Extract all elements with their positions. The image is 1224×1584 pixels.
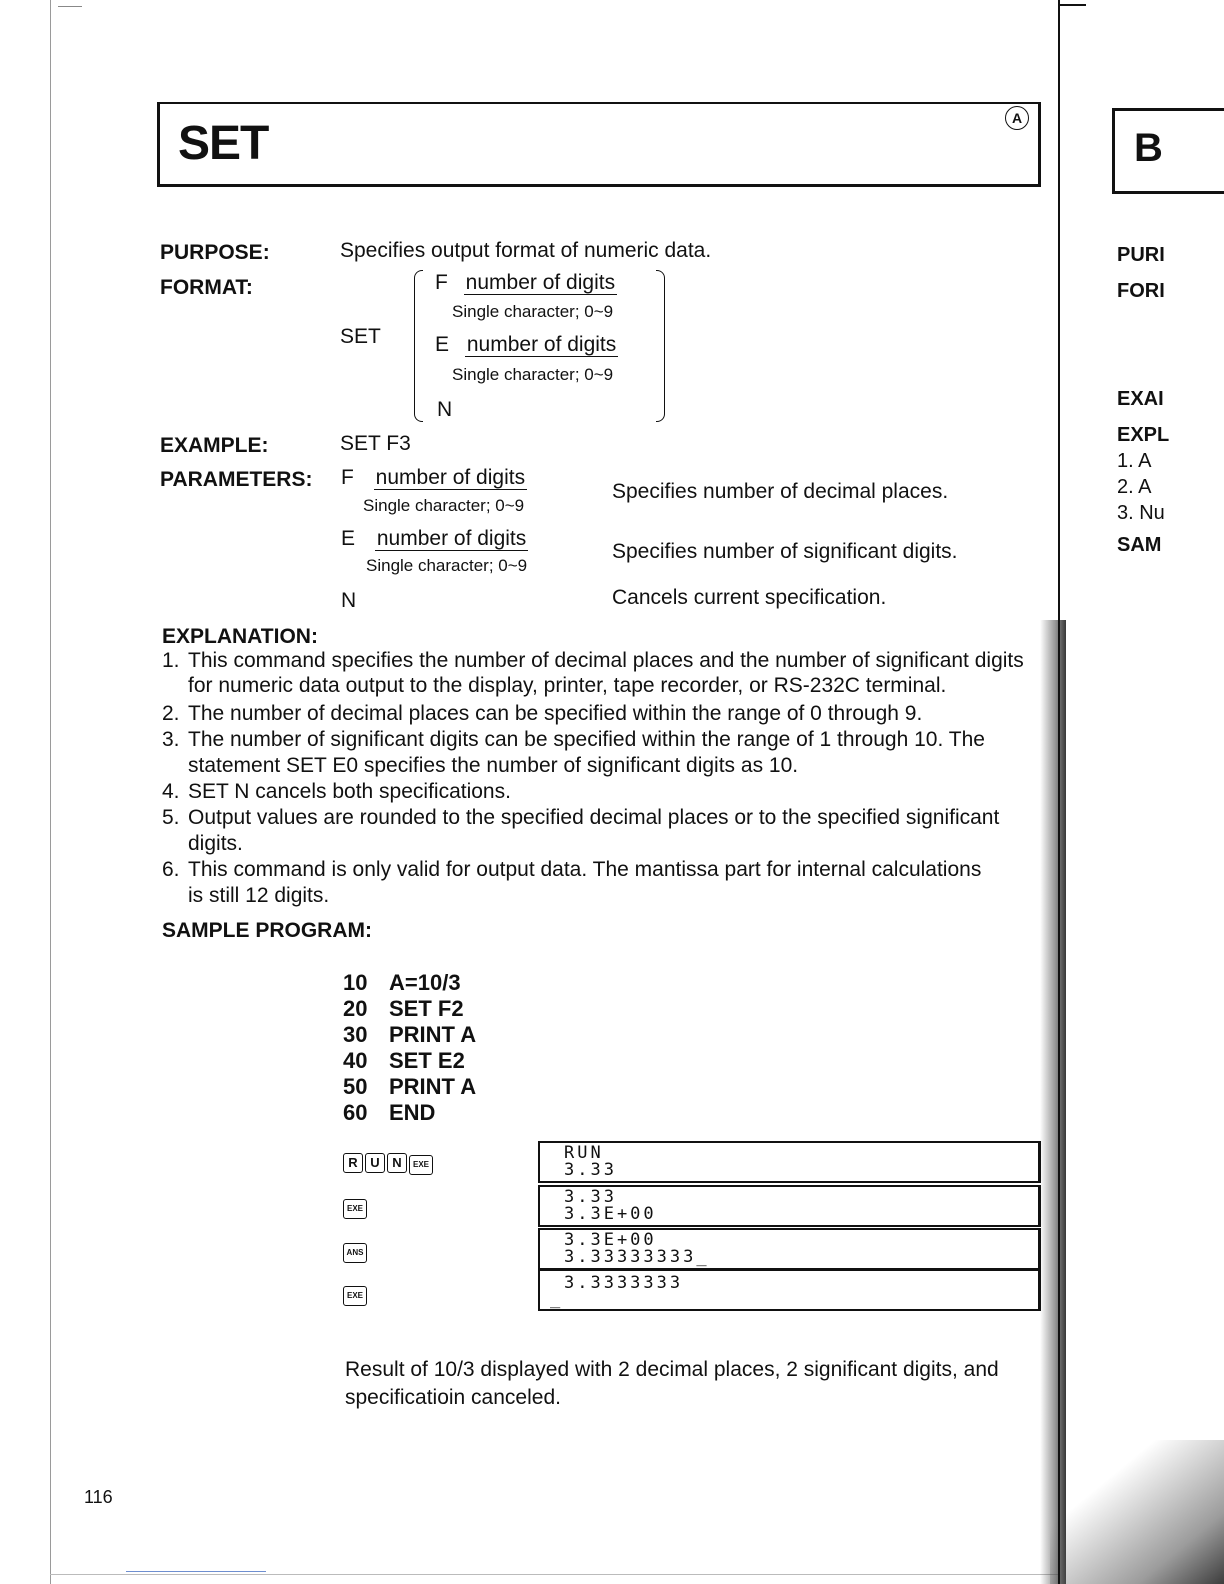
explanation-item-6-cont: is still 12 digits. (188, 884, 330, 907)
format-e-arg: number of digits (466, 333, 617, 356)
display-line-1: RUN (564, 1143, 604, 1163)
page-top-mark (58, 6, 82, 7)
explanation-item-5-cont: digits. (188, 832, 243, 855)
book-spine (1058, 0, 1060, 1584)
display-line-2: 3.33333333_ (564, 1247, 710, 1267)
explanation-item-text: This command is only valid for output data. The mantissa part for internal calculations (188, 858, 982, 881)
example-text: SET F3 (340, 432, 411, 455)
program-line-code: PRINT A (389, 1074, 477, 1099)
explanation-item-number: 1. (162, 649, 180, 672)
explanation-item-6 (162, 857, 1042, 883)
explanation-item-3-cont: statement SET E0 specifies the number of significant digits as 10. (188, 754, 799, 777)
display-line-1: 3.3333333 (564, 1273, 684, 1293)
format-e-option (435, 333, 618, 357)
page-left-edge (50, 0, 51, 1584)
right-page-title: B (1134, 126, 1163, 170)
calculator-display-2 (538, 1185, 1041, 1227)
display-line-2: 3.3E+00 (564, 1204, 657, 1224)
program-line-number: 20 (343, 996, 368, 1021)
display-line-1: 3.33 (564, 1187, 617, 1207)
param-n-desc: Cancels current specification. (612, 586, 887, 609)
display-line-2: 3.33 (564, 1160, 617, 1180)
format-brace-right (656, 270, 665, 422)
program-line-number: 30 (343, 1022, 368, 1047)
program-line (343, 1074, 476, 1100)
program-line-code: SET E2 (389, 1048, 465, 1073)
program-line-number: 10 (343, 970, 368, 995)
binding-shadow-bottom (1050, 1440, 1224, 1584)
format-brace-left (414, 270, 423, 422)
key-sequence-exe-1 (343, 1198, 369, 1219)
parameters-label: PARAMETERS: (160, 468, 313, 491)
explanation-item-2 (162, 701, 1042, 727)
explanation-item-text: This command specifies the number of decimal places and the number of significant digits (188, 649, 1024, 672)
key-r: R (343, 1153, 363, 1173)
program-line (343, 1022, 476, 1048)
key-u: U (365, 1153, 385, 1173)
book-spine-top (1058, 4, 1086, 6)
key-sequence-exe-2 (343, 1285, 369, 1306)
format-e-note: Single character; 0~9 (452, 365, 614, 384)
result-line-2: specificatioin canceled. (345, 1386, 561, 1409)
right-page-sample: SAM (1117, 534, 1162, 556)
param-f-desc: Specifies number of decimal places. (612, 480, 949, 503)
right-page-explanation: EXPL (1117, 424, 1170, 446)
program-line (343, 970, 461, 996)
key-ans: ANS (343, 1243, 367, 1263)
explanation-label: EXPLANATION: (162, 625, 318, 648)
program-line-number: 50 (343, 1074, 368, 1099)
format-f-arg: number of digits (465, 271, 616, 294)
format-n-letter: N (437, 398, 453, 421)
page-bottom-edge (50, 1574, 1060, 1575)
param-e-desc: Specifies number of significant digits. (612, 540, 958, 563)
program-line (343, 1048, 465, 1074)
param-f (341, 466, 527, 490)
program-line (343, 1100, 435, 1126)
program-line (343, 996, 464, 1022)
explanation-item-5 (162, 805, 1042, 831)
format-f-note: Single character; 0~9 (452, 302, 614, 321)
program-line-number: 60 (343, 1100, 368, 1125)
param-e-note: Single character; 0~9 (366, 556, 528, 575)
right-page-title-box (1112, 108, 1224, 194)
explanation-item-number: 4. (162, 780, 180, 803)
explanation-item-1-cont: for numeric data output to the display, printer, tape recorder, or RS-232C terminal. (188, 674, 947, 697)
program-line-code: PRINT A (389, 1022, 477, 1047)
program-line-code: SET F2 (389, 996, 464, 1021)
explanation-item-1 (162, 648, 1042, 674)
display-line-2: _ (550, 1289, 564, 1309)
page-title: SET (178, 117, 269, 170)
format-label: FORMAT: (160, 276, 253, 299)
program-line-code: END (389, 1100, 436, 1125)
key-exe: EXE (409, 1155, 433, 1175)
result-line-1: Result of 10/3 displayed with 2 decimal places, 2 significant digits, and (345, 1358, 999, 1381)
program-line-code: A=10/3 (389, 970, 461, 995)
format-f-option (435, 271, 617, 295)
right-page-format: FORI (1117, 280, 1165, 302)
explanation-item-number: 5. (162, 806, 180, 829)
purpose-text: Specifies output format of numeric data. (340, 239, 712, 262)
param-n-letter: N (341, 589, 357, 612)
key-exe: EXE (343, 1199, 367, 1219)
explanation-item-text: Output values are rounded to the specified decimal places or to the specified significant (188, 806, 1000, 829)
explanation-item-number: 3. (162, 728, 180, 751)
explanation-item-text: SET N cancels both specifications. (188, 780, 511, 803)
param-e (341, 527, 528, 551)
param-f-arg: number of digits (375, 466, 526, 489)
format-keyword: SET (340, 325, 381, 348)
program-line-number: 40 (343, 1048, 368, 1073)
param-f-letter: F (341, 466, 354, 489)
mode-mark-icon: A (1005, 106, 1029, 130)
calculator-display-3 (538, 1228, 1041, 1270)
key-exe: EXE (343, 1286, 367, 1306)
right-page-example: EXAI (1117, 388, 1164, 410)
right-page-item-1: 1. A (1117, 450, 1152, 472)
right-page-purpose: PURI (1117, 244, 1165, 266)
calculator-display-1 (538, 1141, 1041, 1183)
right-page-item-3: 3. Nu (1117, 502, 1165, 524)
param-f-note: Single character; 0~9 (363, 496, 525, 515)
calculator-display-4 (538, 1269, 1041, 1311)
purpose-label: PURPOSE: (160, 241, 270, 264)
param-e-letter: E (341, 527, 356, 550)
example-label: EXAMPLE: (160, 434, 269, 457)
format-e-letter: E (435, 333, 450, 356)
explanation-item-text: The number of significant digits can be specified within the range of 1 through 10. The (188, 728, 985, 751)
sample-program-label: SAMPLE PROGRAM: (162, 919, 372, 942)
key-n: N (387, 1153, 407, 1173)
explanation-item-text: The number of decimal places can be specified within the range of 0 through 9. (188, 702, 923, 725)
format-f-letter: F (435, 271, 448, 294)
explanation-item-3 (162, 727, 1042, 753)
key-sequence-run (343, 1153, 435, 1175)
right-page-item-2: 2. A (1117, 476, 1152, 498)
page-number: 116 (84, 1487, 113, 1507)
page-bottom-blue-line (126, 1571, 266, 1572)
param-e-arg: number of digits (376, 527, 527, 550)
explanation-item-number: 2. (162, 702, 180, 725)
explanation-item-4 (162, 779, 1042, 805)
title-box (157, 102, 1041, 187)
display-line-1: 3.3E+00 (564, 1230, 657, 1250)
key-sequence-ans (343, 1242, 369, 1263)
explanation-item-number: 6. (162, 858, 180, 881)
